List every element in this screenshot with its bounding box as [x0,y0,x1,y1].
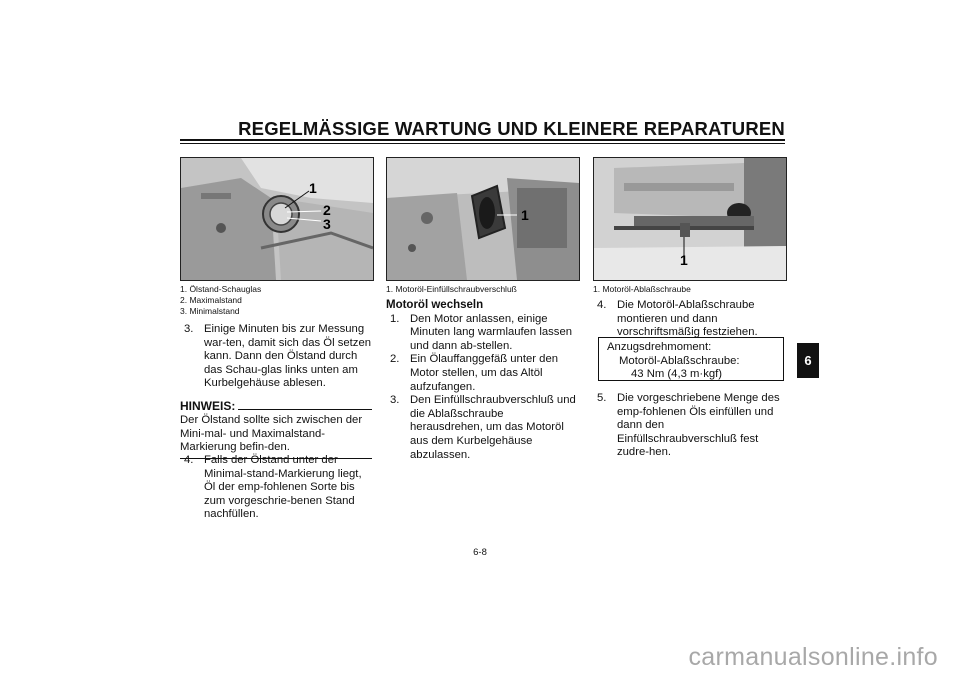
step-number: 4. [597,299,607,311]
callout-1: 1 [680,252,688,268]
torque-label: Anzugsdrehmoment: [607,341,712,353]
step-text: Ein Ölauffanggefäß unter den Motor stellen, um das Altöl aufzufangen. [410,353,559,393]
caption-line: 1. Ölstand-Schauglas [180,284,262,294]
hinweis-note [180,399,372,459]
step-number: 4. [184,454,194,466]
caption-line: 2. Maximalstand [180,295,242,305]
photo-oil-sight-glass [180,157,374,281]
caption-line: 1. Motoröl-Ablaßschraube [593,284,691,294]
col1-step3 [180,323,372,391]
page-number: 6-8 [473,547,487,558]
figure-1-caption [180,284,261,317]
col3-step5 [593,392,785,460]
callout-2: 2 [323,202,331,218]
torque-value: 43 Nm (4,3 m·kgf) [631,368,723,381]
col1-step4 [180,454,372,522]
caption-line: 3. Minimalstand [180,306,240,316]
watermark: carmanualsonline.info [688,643,938,671]
step-number: 3. [390,394,400,407]
torque-spec-box [598,337,784,381]
figure-3-caption [593,284,691,295]
title-rule [180,139,785,141]
note-label: HINWEIS: [180,399,236,413]
page-title: REGELMÄSSIGE WARTUNG UND KLEINERE REPARATUREN [238,118,785,139]
engine-photo-3 [594,158,786,280]
callout-3: 3 [323,216,331,232]
caption-line: 1. Motoröl-Einfüllschraubverschluß [386,284,517,294]
step-number: 3. [184,323,194,335]
title-rule-thin [180,143,785,144]
step-number: 5. [597,392,607,404]
step-number: 2. [390,353,400,366]
note-rule [238,409,372,410]
step-text: Den Motor anlassen, einige Minuten lang warmlaufen lassen und dann ab-stellen. [410,312,573,352]
callout-1: 1 [309,180,317,196]
photo-oil-filler-cap [386,157,580,281]
col2-oil-change [386,299,578,462]
photo-oil-drain-bolt [593,157,787,281]
torque-part: Motoröl-Ablaßschraube: [619,354,740,367]
callout-1: 1 [521,207,529,223]
step-text: Falls der Ölstand unter der Minimal-stand-Markierung liegt, Öl der emp-fohlenen Sorte bis zum vorgeschrie-benen Stand nachfüllen. [204,454,362,521]
section-heading: Motoröl wechseln [386,299,484,311]
engine-photo-1 [181,158,373,280]
step-text: Den Einfüllschraubverschluß und die Ablaßschraube herausdrehen, um das Motoröl aus dem Kurbelgehäuse abzulassen. [410,394,576,461]
step-number: 1. [390,312,400,325]
note-text: Der Ölstand sollte sich zwischen der Mini-mal- und Maximalstand-Markierung befin-den. [180,414,372,459]
engine-photo-2 [387,158,579,280]
step-text: Die vorgeschriebene Menge des emp-fohlenen Öls einfüllen und dann den Einfüllschraubverschluß fest zudre-hen. [617,392,780,459]
figure-2-caption [386,284,517,295]
chapter-tab: 6 [797,343,819,378]
col3-step4 [593,299,785,340]
step-text: Die Motoröl-Ablaßschraube montieren und dann vorschriftsmäßig festziehen. [617,299,758,339]
step-text: Einige Minuten bis zur Messung war-ten, damit sich das Öl setzen kann. Dann den Ölstand durch das Schau-glas links unten am Kurbelgehäuse ablesen. [204,323,372,390]
